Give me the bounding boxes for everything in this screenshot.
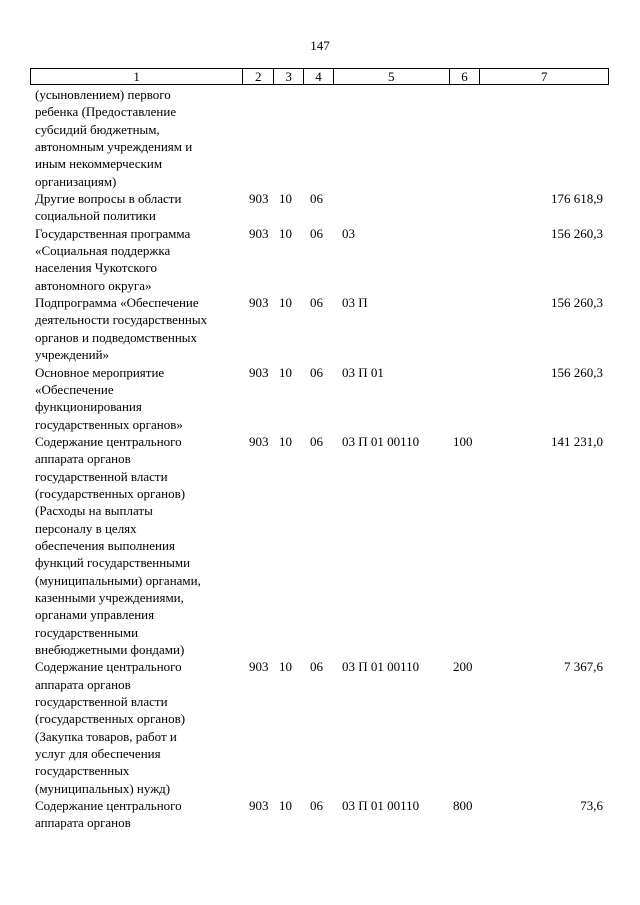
row-description: Содержание центрального аппарата органов государственной власти (государственных органов) (Расходы на выплаты персоналу в целях обеспечения выполнения функций государственными (муниципальными) органами, казенными учреждениями, органами управления государственными внебюджетными фондами) xyxy=(35,433,201,657)
row-code-3: 10 xyxy=(279,225,292,241)
row-code-2: 903 xyxy=(249,364,269,380)
row-amount: 176 618,9 xyxy=(551,191,603,207)
row-code-6 xyxy=(450,364,481,433)
row-description: Другие вопросы в области социальной политики xyxy=(35,191,182,224)
row-code-4: 06 xyxy=(310,225,323,241)
row-amount: 73,6 xyxy=(580,798,603,814)
row-amount: 156 260,3 xyxy=(551,295,603,311)
row-code-2: 903 xyxy=(249,659,269,675)
row-description: (усыновлением) первого ребенка (Предоставление субсидий бюджетным, автономным учреждениям и иным некоммерческим организациям) xyxy=(35,87,193,189)
row-code-3: 10 xyxy=(279,191,292,207)
table-body xyxy=(30,86,609,832)
table-row xyxy=(30,190,609,225)
header-col-2: 2 xyxy=(243,69,274,84)
row-code-5: 03 П xyxy=(342,295,368,311)
row-amount: 141 231,0 xyxy=(551,433,603,449)
row-code-3: 10 xyxy=(279,798,292,814)
table-row xyxy=(30,433,609,658)
row-code-2: 903 xyxy=(249,225,269,241)
row-description: Содержание центрального аппарата органов xyxy=(35,798,182,831)
row-code-4: 06 xyxy=(310,659,323,675)
row-code-4: 06 xyxy=(310,295,323,311)
row-code-4: 06 xyxy=(310,364,323,380)
row-code-6 xyxy=(450,86,481,190)
row-code-2: 903 xyxy=(249,798,269,814)
row-code-6 xyxy=(450,225,481,294)
row-code-6: 100 xyxy=(453,433,473,449)
header-col-4: 4 xyxy=(304,69,334,84)
row-code-5: 03 П 01 00110 xyxy=(342,798,420,814)
row-code-5: 03 xyxy=(342,225,355,241)
row-description: Государственная программа «Социальная поддержка населения Чукотского автономного округа» xyxy=(35,225,191,293)
row-code-5: 03 П 01 00110 xyxy=(342,433,420,449)
row-code-3: 10 xyxy=(279,433,292,449)
header-col-7: 7 xyxy=(540,69,548,84)
row-code-2: 903 xyxy=(249,295,269,311)
header-col-5: 5 xyxy=(334,69,450,84)
row-code-3 xyxy=(274,86,304,190)
row-code-5 xyxy=(334,86,450,190)
table-row xyxy=(30,364,609,433)
row-code-6: 200 xyxy=(453,659,473,675)
row-code-4 xyxy=(304,86,334,190)
row-code-2 xyxy=(243,86,274,190)
table-row xyxy=(30,86,609,190)
table-header-row xyxy=(30,68,609,85)
row-amount: 7 367,6 xyxy=(564,659,603,675)
row-amount: 156 260,3 xyxy=(551,225,603,241)
row-code-5 xyxy=(334,190,450,225)
header-col-1: 1 xyxy=(31,69,243,84)
row-code-3: 10 xyxy=(279,295,292,311)
row-code-5: 03 П 01 xyxy=(342,364,384,380)
table-row xyxy=(30,294,609,363)
row-code-6 xyxy=(450,294,481,363)
row-code-2: 903 xyxy=(249,191,269,207)
page-number: 147 xyxy=(310,38,330,53)
row-code-2: 903 xyxy=(249,433,269,449)
row-code-3: 10 xyxy=(279,364,292,380)
row-code-4: 06 xyxy=(310,433,323,449)
row-description: Подпрограмма «Обеспечение деятельности государственных органов и подведомственных учреждений» xyxy=(35,295,208,363)
row-code-4: 06 xyxy=(310,798,323,814)
row-code-6: 800 xyxy=(453,798,473,814)
row-amount xyxy=(481,86,609,190)
table-row xyxy=(30,797,609,832)
row-description: Содержание центрального аппарата органов государственной власти (государственных органов) (Закупка товаров, работ и услуг для обеспечения государственных (муниципальных) нужд) xyxy=(35,659,186,796)
row-code-3: 10 xyxy=(279,659,292,675)
table-row xyxy=(30,658,609,797)
row-description: Основное мероприятие «Обеспечение функционирования государственных органов» xyxy=(35,364,183,432)
header-col-3: 3 xyxy=(274,69,304,84)
row-amount: 156 260,3 xyxy=(551,364,603,380)
row-code-6 xyxy=(450,190,481,225)
row-code-5: 03 П 01 00110 xyxy=(342,659,420,675)
table-row xyxy=(30,225,609,294)
row-code-4: 06 xyxy=(310,191,323,207)
header-col-6: 6 xyxy=(450,69,481,84)
